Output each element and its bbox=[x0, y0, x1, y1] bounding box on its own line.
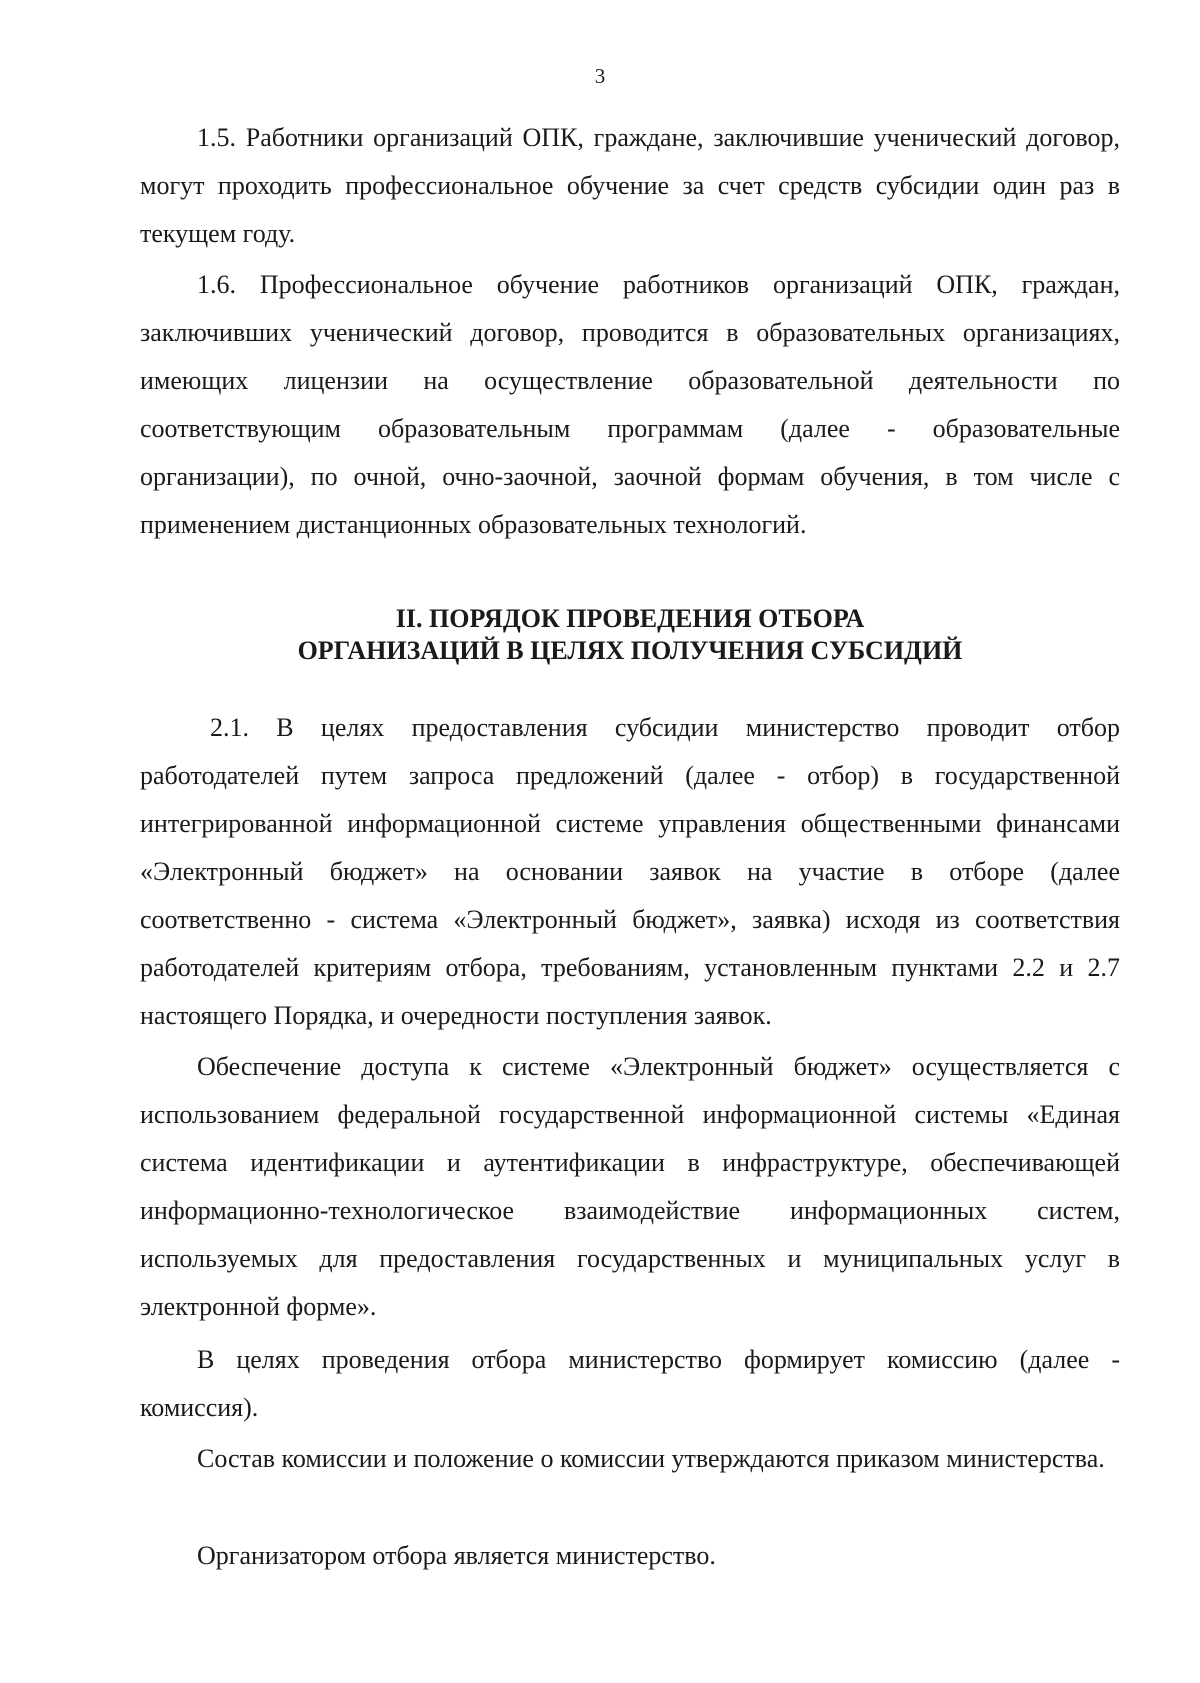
paragraph-composition: Состав комиссии и положение о комиссии утверждаются приказом министерства. bbox=[197, 1444, 1105, 1473]
section-heading-line-1: II. ПОРЯДОК ПРОВЕДЕНИЯ ОТБОРА bbox=[395, 604, 865, 633]
paragraph-1-5: 1.5. Работники организаций ОПК, граждане, заключившие ученический договор, могут проходить профессиональное обучение за счет средств субсидии один раз в текущем году. bbox=[140, 123, 1120, 248]
paragraph-commission: В целях проведения отбора министерство формирует комиссию (далее - комиссия). bbox=[140, 1345, 1120, 1422]
paragraph-access: Обеспечение доступа к системе «Электронный бюджет» осуществляется с использованием федеральной государственной информационной системы «Единая система идентификации и аутентификации в инфраструктуре, обеспечивающей информационно-технологическое взаимодействие информационных систем, используемых для предоставления государственных и муниципальных услуг в электронной форме». bbox=[140, 1052, 1120, 1321]
paragraph-organizer: Организатором отбора является министерство. bbox=[197, 1541, 716, 1570]
section-heading-line-2: ОРГАНИЗАЦИЙ В ЦЕЛЯХ ПОЛУЧЕНИЯ СУБСИДИЙ bbox=[297, 636, 963, 665]
paragraph-1-6: 1.6. Профессиональное обучение работников организаций ОПК, граждан, заключивших ученический договор, проводится в образовательных организациях, имеющих лицензии на осуществление образовательной деятельности по соответствующим образовательным программам (далее - образовательные организации), по очной, очно-заочной, заочной формам обучения, в том числе с применением дистанционных образовательных технологий. bbox=[140, 270, 1120, 539]
page-number: 3 bbox=[594, 64, 606, 88]
paragraph-2-1: 2.1. В целях предоставления субсидии министерство проводит отбор работодателей путем запроса предложений (далее - отбор) в государственной интегрированной информационной системе управления общественными финансами «Электронный бюджет» на основании заявок на участие в отборе (далее соответственно - система «Электронный бюджет», заявка) исходя из соответствия работодателей критериям отбора, требованиям, установленным пунктами 2.2 и 2.7 настоящего Порядка, и очередности поступления заявок. bbox=[140, 713, 1120, 1030]
section-heading bbox=[140, 603, 1120, 667]
